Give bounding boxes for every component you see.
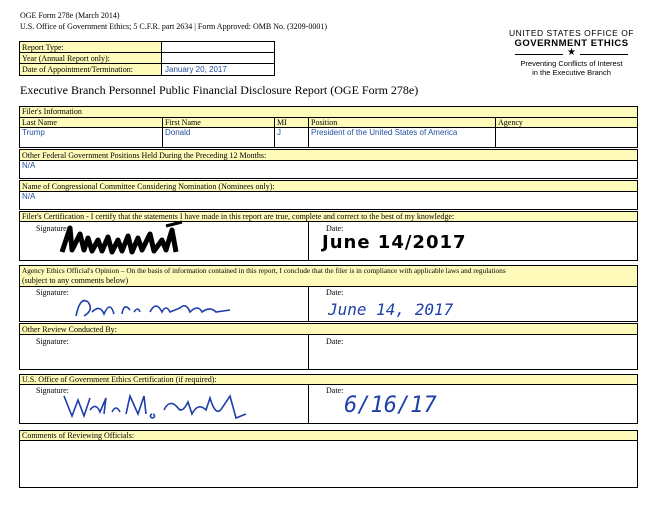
filer-first-name: Donald xyxy=(165,128,191,137)
divider xyxy=(161,41,162,76)
filer-date-value: June 14/2017 xyxy=(322,232,467,253)
divider xyxy=(19,384,638,385)
agency-opinion-label-2: (subject to any comments below) xyxy=(22,276,129,285)
divider xyxy=(19,63,275,64)
committee-label: Name of Congressional Committee Considering Nomination (Nominees only): xyxy=(22,182,275,191)
divider xyxy=(495,117,496,148)
logo-star-rule xyxy=(509,49,634,59)
authority-line: U.S. Office of Government Ethics; 5 C.F.R. part 2634 | Form Approved: OMB No. (3209-0001) xyxy=(20,22,328,31)
divider xyxy=(19,334,638,335)
star-icon: ★ xyxy=(567,47,576,58)
divider xyxy=(19,191,638,192)
oge-logo xyxy=(509,28,634,77)
filer-signature-label: Signature: xyxy=(36,224,69,233)
logo-line-2: GOVERNMENT ETHICS xyxy=(514,38,629,49)
filer-signature xyxy=(58,220,186,262)
oge-cert-label: U.S. Office of Government Ethics Certification (if required): xyxy=(22,375,217,384)
other-review-label: Other Review Conducted By: xyxy=(22,325,117,334)
filer-mi: J xyxy=(277,128,281,137)
agency-signature-label: Signature: xyxy=(36,288,69,297)
filer-cert-label: Filer's Certification - I certify that the statements I have made in this report are true, complete and correct to the best of my knowledge: xyxy=(22,212,455,221)
filer-position: President of the United States of America xyxy=(311,128,458,137)
logo-line-3: Preventing Conflicts of Interest xyxy=(520,59,623,68)
other-review-signature-label: Signature: xyxy=(36,337,69,346)
col-last-name: Last Name xyxy=(22,118,57,127)
filer-date-label: Date: xyxy=(326,224,344,233)
comments-label: Comments of Reviewing Officials: xyxy=(22,431,135,440)
appointment-date-label: Date of Appointment/Termination: xyxy=(22,65,133,74)
report-type-label: Report Type: xyxy=(22,43,64,52)
logo-line-4: in the Executive Branch xyxy=(532,68,611,77)
divider xyxy=(308,286,309,322)
agency-date-label: Date: xyxy=(326,288,344,297)
divider xyxy=(308,221,309,261)
divider xyxy=(162,117,163,148)
divider xyxy=(308,117,309,148)
logo-line-1: UNITED STATES OFFICE OF xyxy=(509,28,634,38)
other-positions-label: Other Federal Government Positions Held During the Preceding 12 Months: xyxy=(22,151,267,160)
agency-opinion-label: Agency Ethics Official's Opinion – On the basis of information contained in this report, I conclude that the filer is in compliance with applicable laws and regulations xyxy=(22,266,506,275)
col-mi: MI xyxy=(277,118,287,127)
divider xyxy=(19,160,638,161)
divider xyxy=(19,52,275,53)
oge-signature-label: Signature: xyxy=(36,386,69,395)
filer-info-label: Filer's Information xyxy=(22,107,82,116)
agency-date-value: June 14, 2017 xyxy=(328,300,454,319)
divider xyxy=(308,334,309,370)
divider xyxy=(308,384,309,424)
other-positions-value: N/A xyxy=(22,161,36,170)
col-agency: Agency xyxy=(498,118,523,127)
divider xyxy=(19,286,638,287)
page-title: Executive Branch Personnel Public Financial Disclosure Report (OGE Form 278e) xyxy=(20,83,419,97)
oge-date-value: 6/16/17 xyxy=(344,393,437,418)
other-review-date-label: Date: xyxy=(326,337,344,346)
oge-signature xyxy=(60,388,250,424)
divider xyxy=(274,117,275,148)
col-first-name: First Name xyxy=(165,118,201,127)
filer-last-name: Trump xyxy=(22,128,45,137)
year-label: Year (Annual Report only): xyxy=(22,54,110,63)
agency-signature xyxy=(70,290,240,322)
oge-date-label: Date: xyxy=(326,386,344,395)
form-id: OGE Form 278e (March 2014) xyxy=(20,11,120,20)
committee-value: N/A xyxy=(22,192,36,201)
divider xyxy=(19,440,638,441)
appointment-date-value: January 20, 2017 xyxy=(165,65,227,74)
col-position: Position xyxy=(311,118,338,127)
